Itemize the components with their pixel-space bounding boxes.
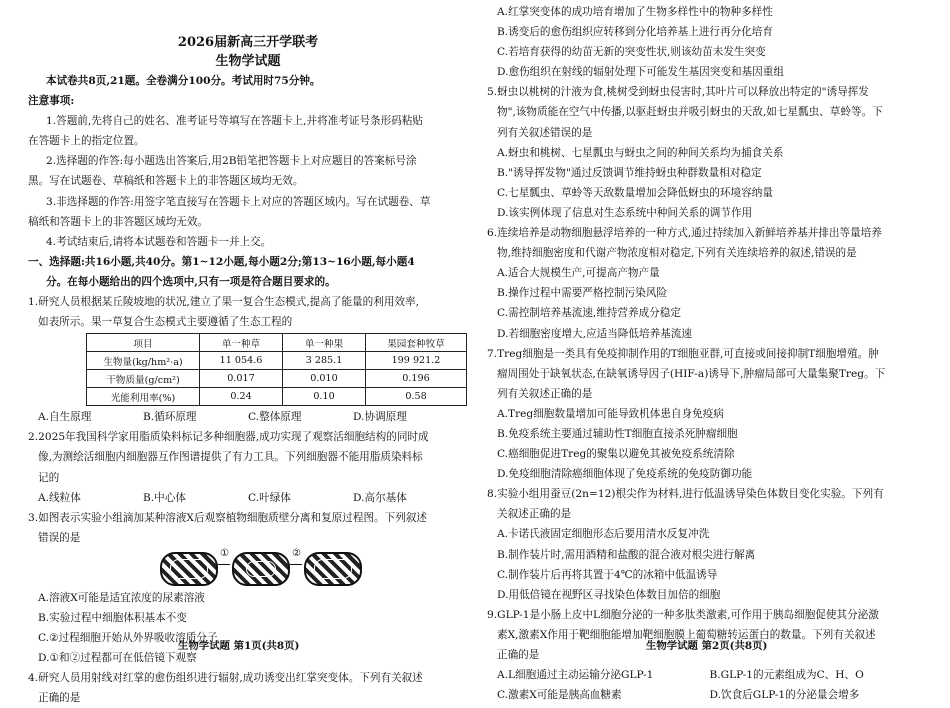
question-4-option: A.红掌突变体的成功培育增加了生物多样性中的物种多样性 bbox=[497, 6, 773, 18]
page-footer-right: 生物学试题 第2页(共8页) bbox=[646, 640, 768, 652]
question-1-options bbox=[28, 407, 475, 427]
table-cell: 单一种草 bbox=[200, 334, 283, 352]
question-3-option: C.②过程细胞开始从外界吸收溶质分子 bbox=[38, 632, 218, 645]
step-label: ② bbox=[292, 547, 301, 559]
question-7-option: A.Treg细胞数量增加可能导致机体患自身免疫病 bbox=[497, 407, 724, 420]
question-4-option: C.若培育获得的幼苗无新的突变性状,则该幼苗未发生突变 bbox=[497, 46, 766, 59]
table-cell: 0.010 bbox=[283, 370, 366, 388]
option-d: D.高尔基体 bbox=[353, 491, 407, 504]
question-1-table bbox=[86, 333, 467, 406]
table-cell: 0.196 bbox=[366, 370, 467, 388]
table-row bbox=[87, 370, 467, 388]
question-3-stem: 错误的是 bbox=[38, 531, 81, 544]
table-row bbox=[87, 388, 467, 406]
question-7-option: C.癌细胞促进Treg的聚集以避免其被免疫系统清除 bbox=[497, 448, 735, 461]
question-9-stem: 9.GLP-1是小肠上皮中L细胞分泌的一种多肽类激素,可作用于胰岛细胞促使其分泌激 bbox=[487, 608, 879, 621]
question-9-options bbox=[487, 685, 922, 705]
question-5-option: B."诱导挥发物"通过反馈调节维持蚜虫种群数量相对稳定 bbox=[497, 166, 762, 179]
arrow bbox=[290, 564, 302, 565]
cell-image bbox=[160, 552, 218, 586]
exam-subject: 生物学试题 bbox=[215, 54, 281, 69]
question-3-option: D.①和②过程都可在低倍镜下观察 bbox=[38, 652, 197, 665]
question-3-option: A.溶液X可能是适宜浓度的尿素溶液 bbox=[38, 591, 205, 604]
table-cell: 单一种果 bbox=[283, 334, 366, 352]
question-5-option: A.蚜虫和桃树、七星瓢虫与蚜虫之间的种间关系均为捕食关系 bbox=[497, 146, 784, 159]
right-column bbox=[487, 0, 950, 702]
question-3-option: B.实验过程中细胞体积基本不变 bbox=[38, 611, 187, 624]
table-header-row bbox=[87, 334, 467, 352]
question-9-stem: 素X,激素X作用于靶细胞能增加靶细胞膜上葡萄糖转运蛋白的数量。下列有关叙述 bbox=[497, 628, 876, 641]
table-cell: 干物质量(g/cm²) bbox=[87, 370, 200, 388]
notice-line: 2.选择题的作答:每小题选出答案后,用2B铅笔把答题卡上对应题目的答案标号涂 bbox=[46, 155, 417, 168]
question-7-stem: 7.Treg细胞是一类具有免疫抑制作用的T细胞亚群,可直接或间接抑制T细胞增殖。肿 bbox=[487, 347, 879, 360]
question-7-option: B.免疫系统主要通过辅助性T细胞直接杀死肿瘤细胞 bbox=[497, 427, 738, 440]
question-6-option: A.适合大规模生产,可提高产物产量 bbox=[497, 267, 660, 280]
question-4-option: D.愈伤组织在射线的辐射处理下可能发生基因突变和基因重组 bbox=[497, 66, 784, 79]
table-cell: 0.017 bbox=[200, 370, 283, 388]
table-cell: 项目 bbox=[87, 334, 200, 352]
question-8-stem: 关叙述正确的是 bbox=[497, 508, 572, 521]
question-5-stem: 5.蚜虫以桃树的汁液为食,桃树受到蚜虫侵害时,其叶片可以释放出特定的"诱导挥发 bbox=[487, 86, 869, 99]
cell-image bbox=[304, 552, 362, 586]
notice-line: 1.答题前,先将自己的姓名、准考证号等填写在答题卡上,并将准考证号条形码粘贴 bbox=[46, 115, 424, 128]
question-4-stem: 正确的是 bbox=[38, 692, 81, 705]
plasmolysis-figure bbox=[160, 547, 360, 586]
question-2-stem: 像,为测绘活细胞内细胞器互作图谱提供了有力工具。下列细胞器不能用脂质染料标 bbox=[38, 451, 423, 464]
option-b: B.中心体 bbox=[143, 491, 186, 504]
table-cell: 0.58 bbox=[366, 388, 467, 406]
notice-line: 3.非选择题的作答:用签字笔直接写在答题卡上对应的答题区域内。写在试题卷、草 bbox=[46, 195, 431, 208]
question-6-option: C.需控制培养基流速,维持营养成分稳定 bbox=[497, 307, 681, 320]
notice-line: 黑。写在试题卷、草稿纸和答题卡上的非答题区域均无效。 bbox=[28, 175, 304, 188]
step-label: ① bbox=[220, 547, 229, 559]
notice-line: 4.考试结束后,请将本试题卷和答题卡一并上交。 bbox=[46, 235, 272, 248]
exam-intro: 本试卷共8页,21题。全卷满分100分。考试用时75分钟。 bbox=[46, 75, 321, 87]
table-cell: 11 054.6 bbox=[200, 352, 283, 370]
question-7-option: D.免疫细胞清除癌细胞体现了免疫系统的免疫防御功能 bbox=[497, 468, 753, 481]
table-row bbox=[87, 352, 467, 370]
section-heading: 分。在每小题给出的四个选项中,只有一项是符合题目要求的。 bbox=[46, 275, 336, 288]
option-c: C.激素X可能是胰高血糖素 bbox=[497, 689, 622, 702]
table-cell: 0.10 bbox=[283, 388, 366, 406]
exam-title: 2026届新高三开学联考 bbox=[177, 35, 319, 50]
option-a: A.自生原理 bbox=[38, 411, 92, 424]
question-6-stem: 6.连续培养是动物细胞悬浮培养的一种方式,通过持续加入新鲜培养基并排出等量培养 bbox=[487, 227, 882, 240]
question-8-option: C.制作装片后再将其置于4℃的冰箱中低温诱导 bbox=[497, 568, 718, 581]
page-footer-left: 生物学试题 第1页(共8页) bbox=[178, 640, 300, 652]
option-a: A.L细胞通过主动运输分泌GLP-1 bbox=[497, 669, 654, 682]
question-7-stem: 瘤周围处于缺氧状态,在缺氧诱导因子(HIF-a)诱导下,肿瘤局部可大量集聚Treg。下 bbox=[497, 367, 886, 380]
question-4-option: B.诱变后的愈伤组织应转移到分化培养基上进行再分化培育 bbox=[497, 26, 773, 39]
question-8-option: A.卡诺氏液固定细胞形态后要用清水反复冲洗 bbox=[497, 528, 710, 541]
table-cell: 3 285.1 bbox=[283, 352, 366, 370]
question-2-stem: 2.2025年我国科学家用脂质染料标记多种细胞器,成功实现了观察活细胞结构的同时成 bbox=[28, 431, 429, 444]
question-5-option: D.该实例体现了信息对生态系统中种间关系的调节作用 bbox=[497, 206, 753, 219]
question-9-options bbox=[487, 665, 922, 685]
notice-line: 稿纸和答题卡上的非答题区域均无效。 bbox=[28, 215, 209, 228]
arrow bbox=[218, 564, 230, 565]
question-4-stem: 4.研究人员用射线对红掌的愈伤组织进行辐射,成功诱变出红掌突变体。下列有关叙述 bbox=[28, 672, 423, 685]
question-3-stem: 3.如图表示实验小组滴加某种溶液X后观察植物细胞质壁分离和复原过程图。下列叙述 bbox=[28, 511, 428, 524]
question-6-option: B.操作过程中需要严格控制污染风险 bbox=[497, 287, 668, 300]
section-heading: 一、选择题:共16小题,共40分。第1~12小题,每小题2分;第13~16小题,每小题4 bbox=[28, 255, 415, 268]
table-cell: 生物量(kg/hm²·a) bbox=[87, 352, 200, 370]
question-9-stem: 正确的是 bbox=[497, 649, 540, 661]
option-a: A.线粒体 bbox=[38, 491, 81, 504]
question-7-stem: 列有关叙述正确的是 bbox=[497, 387, 593, 400]
question-6-stem: 物,维持细胞密度和代谢产物浓度相对稳定,下列有关连续培养的叙述,错误的是 bbox=[497, 247, 857, 260]
cell-image bbox=[232, 552, 290, 586]
table-cell: 199 921.2 bbox=[366, 352, 467, 370]
question-2-options bbox=[28, 488, 475, 508]
table-cell: 光能利用率(%) bbox=[87, 388, 200, 406]
question-8-option: D.用低倍镜在视野区寻找染色体数目加倍的细胞 bbox=[497, 588, 721, 601]
option-c: C.叶绿体 bbox=[248, 491, 291, 504]
question-2-stem: 记的 bbox=[38, 471, 60, 484]
question-5-stem: 物",该物质能在空气中传播,以驱赶蚜虫并吸引蚜虫的天敌,如七星瓢虫、草蛉等。下 bbox=[497, 106, 883, 119]
table-cell: 果园套种牧草 bbox=[366, 334, 467, 352]
question-1-stem: 如表所示。果一草复合生态模式主要遵循了生态工程的 bbox=[38, 316, 293, 329]
option-c: C.整体原理 bbox=[248, 411, 302, 424]
notice-line: 在答题卡上的指定位置。 bbox=[28, 135, 145, 148]
option-b: B.循环原理 bbox=[143, 411, 197, 424]
question-5-stem: 列有关叙述错误的是 bbox=[497, 126, 593, 139]
left-column bbox=[0, 0, 475, 705]
option-b: B.GLP-1的元素组成为C、H、O bbox=[709, 669, 864, 682]
option-d: D.饮食后GLP-1的分泌量会增多 bbox=[709, 689, 860, 702]
question-8-option: B.制作装片时,需用酒精和盐酸的混合液对根尖进行解离 bbox=[497, 548, 756, 561]
question-1-stem: 1.研究人员根据某丘陵坡地的状况,建立了果一复合生态模式,提高了能量的利用效率, bbox=[28, 296, 419, 309]
question-6-option: D.若细胞密度增大,应适当降低培养基流速 bbox=[497, 327, 692, 340]
question-8-stem: 8.实验小组用蚕豆(2n=12)根尖作为材料,进行低温诱导染色体数目变化实验。下列有 bbox=[487, 488, 884, 501]
table-cell: 0.24 bbox=[200, 388, 283, 406]
notice-heading: 注意事项: bbox=[28, 95, 75, 108]
option-d: D.协调原理 bbox=[353, 411, 407, 424]
question-5-option: C.七星瓢虫、草蛉等天敌数量增加会降低蚜虫的环境容纳量 bbox=[497, 186, 773, 199]
